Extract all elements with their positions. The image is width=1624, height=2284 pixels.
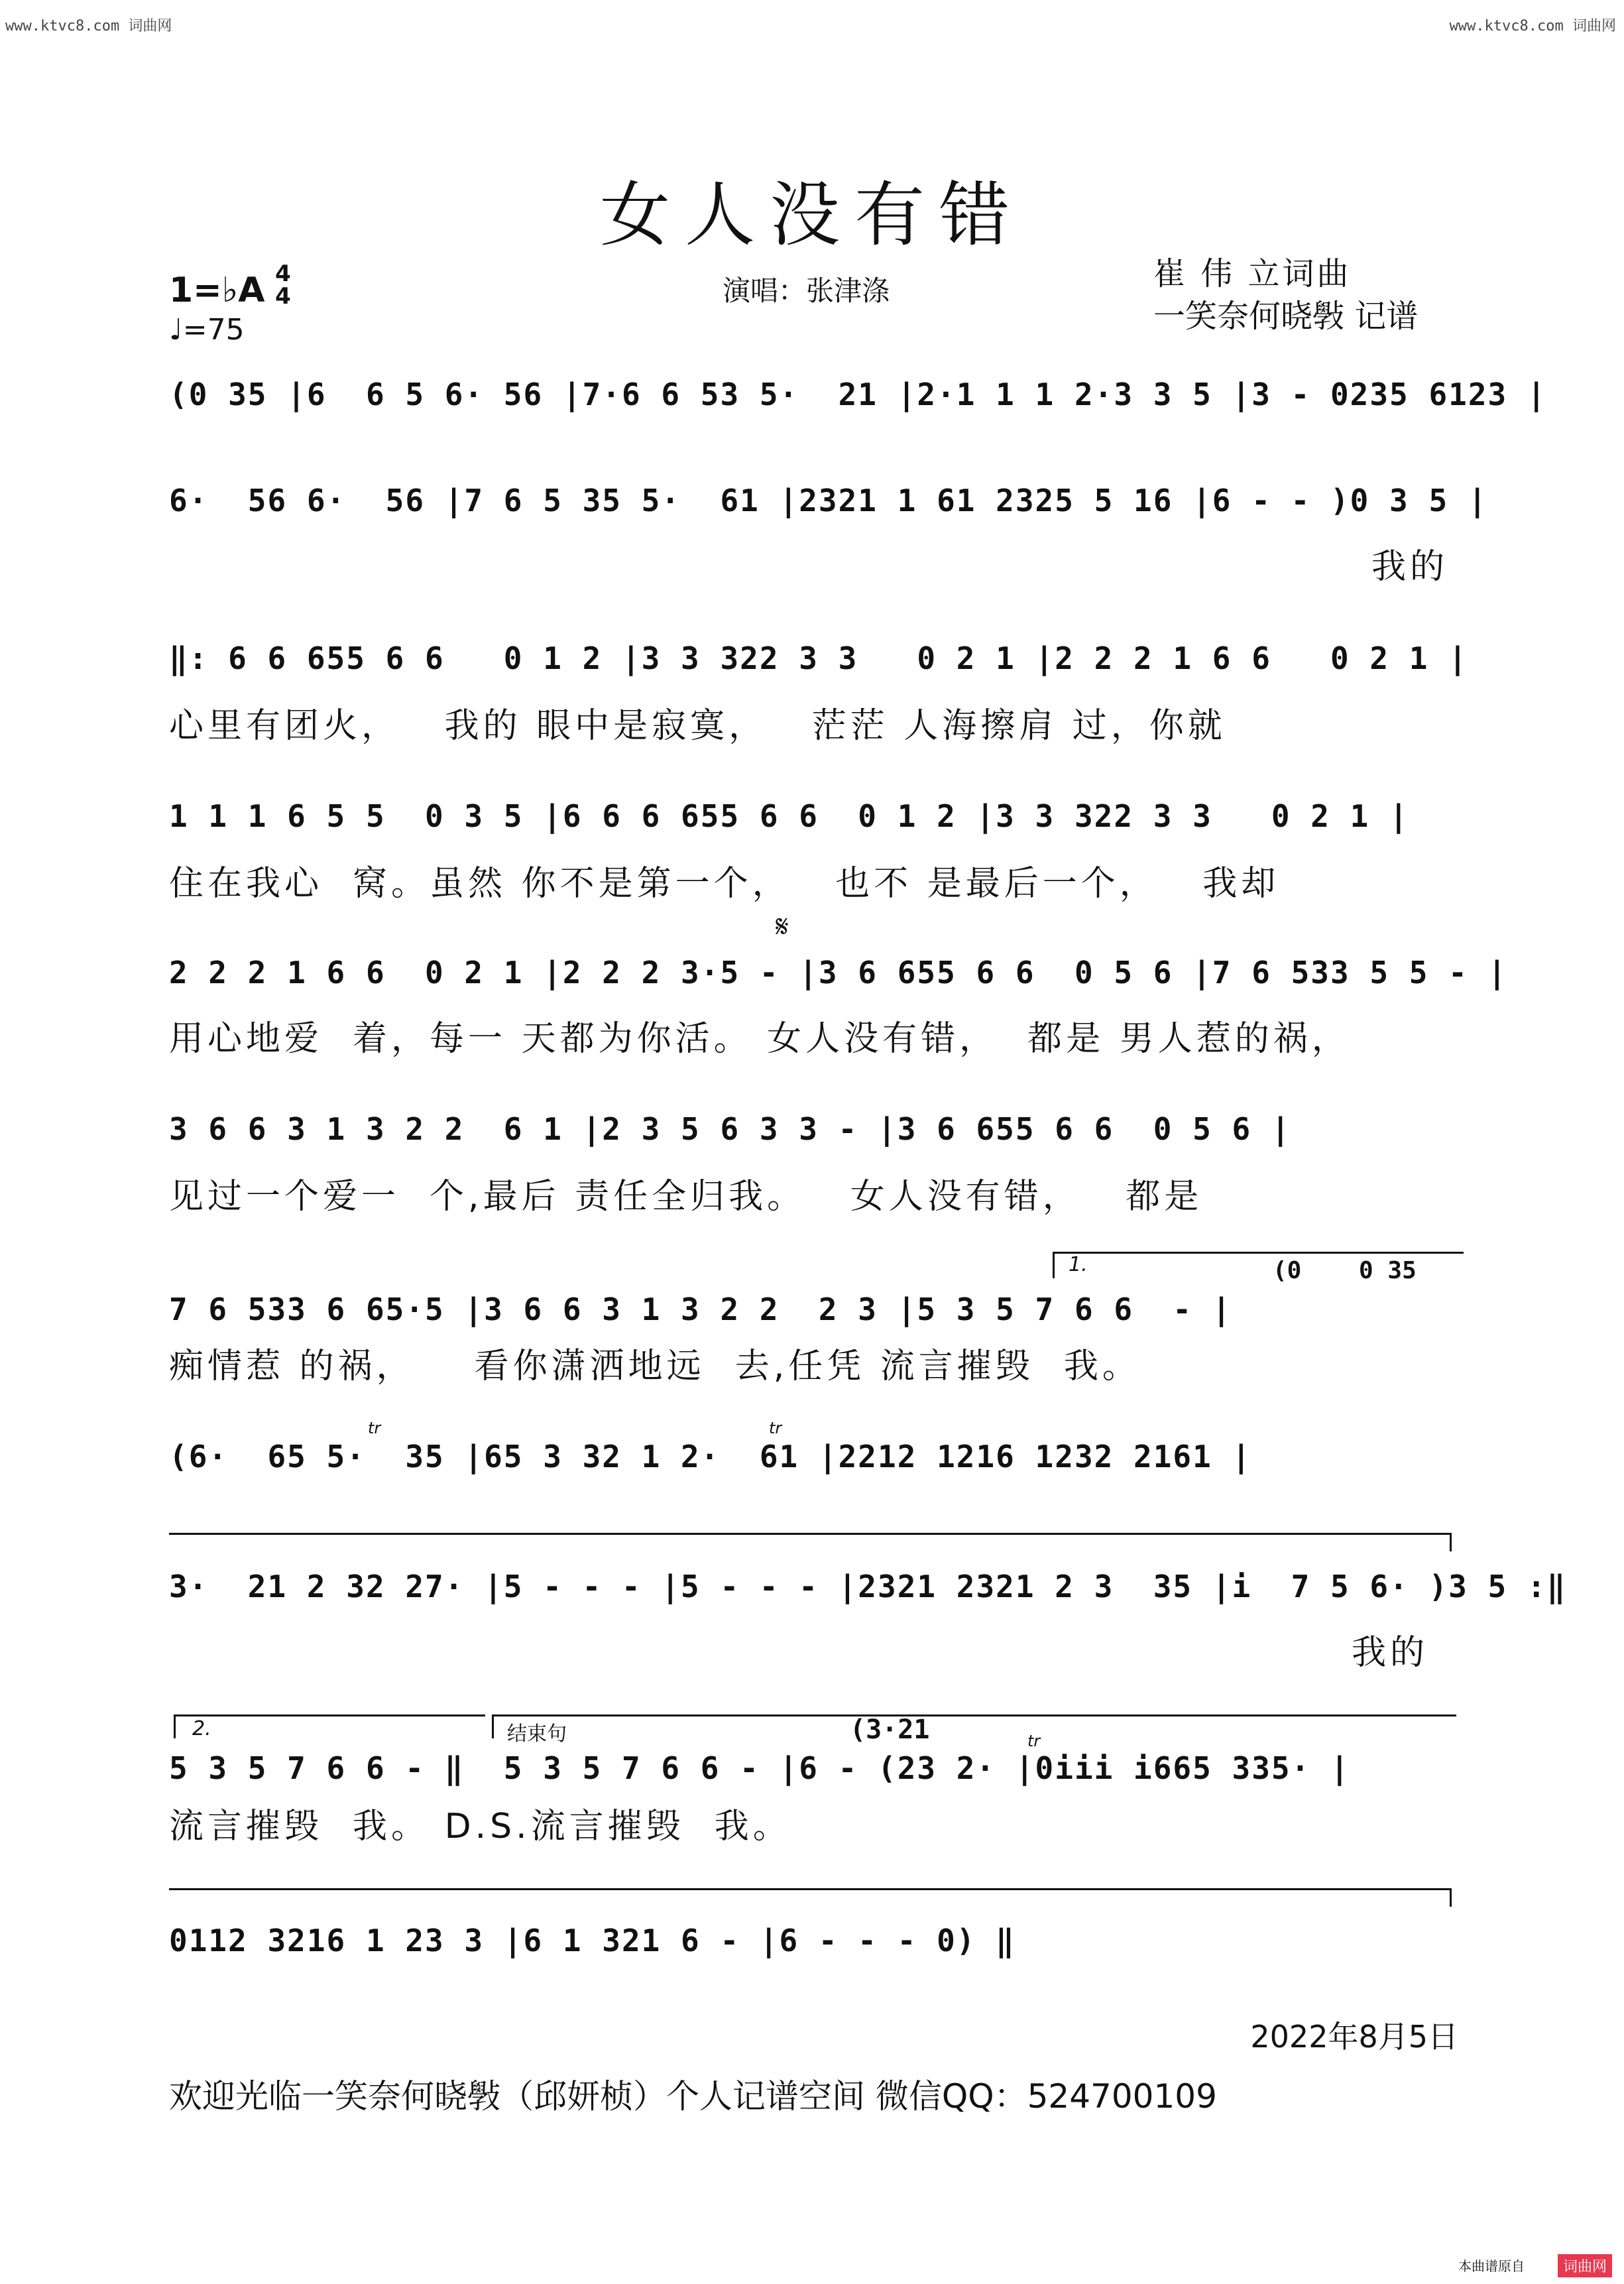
header-site-left: www.ktvc8.com 词曲网	[5, 18, 172, 34]
score-row-8	[169, 1439, 1462, 1498]
score-row-3	[169, 640, 1468, 700]
segno-sign: 𝄋	[776, 908, 789, 944]
score-row-5	[169, 955, 1508, 1014]
row-lyrics: 心里有团火， 我的 眼中是寂寞， 茫茫 人海擦肩 过，你就	[169, 706, 1226, 746]
row-lyrics: 用心地爱 着，每一 天都为你活。 女人没有错， 都是 男人惹的祸，	[169, 1019, 1350, 1059]
section-line-edge	[1450, 1533, 1452, 1551]
transcriber-credit: 一笑奈何晓斅 记谱	[1153, 298, 1419, 335]
header-site-right: www.ktvc8.com 词曲网	[1449, 18, 1616, 34]
row-notes: 3· 21 2 32 27· |5 - - - |5 - - - |2321 2321 2 3 35 |i 7 5 6· )3 5 :‖	[169, 1569, 1567, 1604]
paren-intro: (0 0 35	[1273, 1257, 1417, 1284]
time-top: 4	[275, 261, 291, 287]
tempo: ♩=75	[169, 313, 245, 347]
paren-321: (3·21	[850, 1714, 930, 1745]
volta2-bracket	[174, 1714, 485, 1716]
row-lyrics: 我的	[1351, 1633, 1428, 1673]
composer-credit: 崔 伟 立词曲	[1153, 255, 1352, 292]
row-notes: 1 1 1 6 5 5 0 3 5 |6 6 6 655 6 6 0 1 2 |3 3 322 3 3 0 2 1 |	[169, 798, 1409, 834]
volta2-label: 2.	[192, 1717, 211, 1740]
row-lyrics: 住在我心 窝。虽然 你不是第一个， 也不 是最后一个， 我却	[169, 864, 1280, 904]
final-section-line	[169, 1888, 1452, 1890]
time-bottom: 4	[275, 283, 291, 310]
row-lyrics: 流言摧毁 我。 D.S.流言摧毁 我。	[169, 1807, 791, 1846]
score-row-2	[169, 483, 1488, 542]
singer: 演唱：张津涤	[723, 274, 890, 307]
section-line	[169, 1533, 1452, 1535]
trill-mark-1: tr	[368, 1419, 381, 1437]
ending-bracket-edge	[492, 1714, 494, 1738]
ending-bracket	[492, 1714, 1456, 1716]
row-notes: 6· 56 6· 56 |7 6 5 35 5· 61 |2321 1 61 2325 5 16 |6 - - )0 3 5 |	[169, 483, 1488, 518]
trill-mark-2: tr	[769, 1419, 782, 1437]
score-row-6	[169, 1111, 1462, 1171]
volta1-bracket	[1053, 1252, 1464, 1254]
song-title: 女人没有错	[600, 174, 1024, 256]
row-notes: (6· 65 5· 35 |65 3 32 1 2· 61 |2212 1216 1232 2161 |	[169, 1439, 1252, 1474]
row-lyrics: 痴情惹 的祸， 看你潇洒地远 去,任凭 流言摧毁 我。	[169, 1347, 1141, 1386]
date: 2022年8月5日	[1250, 2019, 1458, 2055]
welcome-text: 欢迎光临一笑奈何晓斅（邱妍桢）个人记谱空间 微信QQ：524700109	[169, 2077, 1217, 2116]
brand-left: 本曲谱原自	[1458, 2258, 1525, 2274]
trill-mark-3: tr	[1027, 1732, 1041, 1750]
volta1-bracket-edge	[1053, 1252, 1055, 1278]
row-lyrics: 见过一个爱一 个,最后 责任全归我。 女人没有错， 都是	[169, 1177, 1203, 1217]
score-row-4	[169, 798, 1462, 858]
row-notes: 5 3 5 7 6 6 - ‖ 5 3 5 7 6 6 - |6 - (23 2· |0iii i665 335· |	[169, 1750, 1350, 1786]
ending-label: 结束句	[507, 1722, 567, 1746]
row-lyrics: 我的	[1371, 547, 1448, 587]
row-notes: 7 6 533 6 65·5 |3 6 6 3 1 3 2 2 2 3 |5 3 5 7 6 6 - |	[169, 1292, 1232, 1327]
score-row-9	[169, 1569, 1567, 1628]
row-notes: ‖: 6 6 655 6 6 0 1 2 |3 3 322 3 3 0 2 1 |2 2 2 1 6 6 0 2 1 |	[169, 640, 1468, 676]
volta2-bracket-edge	[174, 1714, 176, 1738]
row-notes: (0 35 |6 6 5 6· 56 |7·6 6 53 5· 21 |2·1 1 1 2·3 3 5 |3 - 0235 6123 |	[169, 377, 1547, 412]
row-notes: 0112 3216 1 23 3 |6 1 321 6 - |6 - - - 0) ‖	[169, 1923, 1015, 1958]
row-notes: 3 6 6 3 1 3 2 2 6 1 |2 3 5 6 3 3 - |3 6 655 6 6 0 5 6 |	[169, 1111, 1291, 1147]
final-section-line-edge	[1450, 1888, 1452, 1907]
time-signature	[273, 263, 293, 308]
score-row-11	[169, 1923, 1462, 1982]
row-notes: 2 2 2 1 6 6 0 2 1 |2 2 2 3·5 - |3 6 655 6 6 0 5 6 |7 6 533 5 5 - |	[169, 955, 1508, 991]
volta1-label: 1.	[1069, 1253, 1088, 1276]
score-row-1	[169, 377, 1547, 436]
key-signature: 1=♭A	[169, 270, 265, 310]
brand-logo: 词曲网	[1558, 2254, 1612, 2277]
